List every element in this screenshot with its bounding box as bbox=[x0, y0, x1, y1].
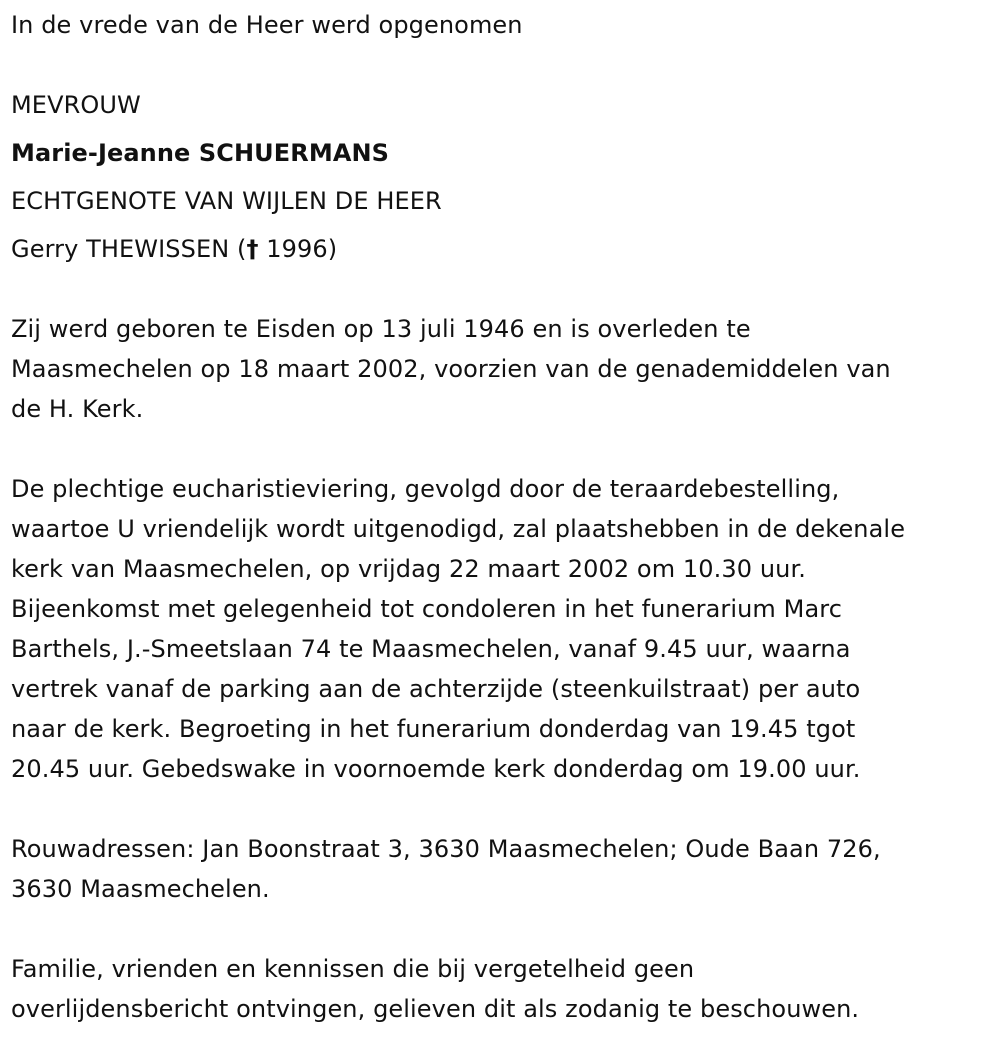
cross-icon: † bbox=[246, 235, 259, 263]
ceremony-line: vertrek vanaf de parking aan de achterzijde (steenkuilstraat) per auto bbox=[11, 675, 861, 703]
ceremony-line: naar de kerk. Begroeting in het funerarium donderdag van 19.45 tgot bbox=[11, 715, 856, 743]
ceremony-line: kerk van Maasmechelen, op vrijdag 22 maart 2002 om 10.30 uur. bbox=[11, 555, 806, 583]
address-line: Rouwadressen: Jan Boonstraat 3, 3630 Maasmechelen; Oude Baan 726, bbox=[11, 835, 881, 863]
ceremony-line: waartoe U vriendelijk wordt uitgenodigd, zal plaatshebben in de dekenale bbox=[11, 515, 906, 543]
closing-line: Familie, vrienden en kennissen die bij vergetelheid geen bbox=[11, 955, 695, 983]
birth-line: de H. Kerk. bbox=[11, 395, 144, 423]
spouse-line bbox=[11, 229, 337, 269]
ceremony-line: Bijeenkomst met gelegenheid tot condoleren in het funerarium Marc bbox=[11, 595, 842, 623]
spouse-year: 1996) bbox=[258, 235, 338, 263]
title-line: MEVROUW bbox=[11, 91, 141, 119]
address-line: 3630 Maasmechelen. bbox=[11, 875, 270, 903]
birth-line: Zij werd geboren te Eisden op 13 juli 1946 en is overleden te bbox=[11, 315, 751, 343]
closing-line: overlijdensbericht ontvingen, gelieven dit als zodanig te beschouwen. bbox=[11, 995, 860, 1023]
spouse-label: ECHTGENOTE VAN WIJLEN DE HEER bbox=[11, 187, 442, 215]
spouse-name: Gerry THEWISSEN ( bbox=[11, 235, 247, 263]
birth-line: Maasmechelen op 18 maart 2002, voorzien van de genademiddelen van bbox=[11, 355, 891, 383]
ceremony-line: De plechtige eucharistieviering, gevolgd door de teraardebestelling, bbox=[11, 475, 840, 503]
ceremony-line: 20.45 uur. Gebedswake in voornoemde kerk donderdag om 19.00 uur. bbox=[11, 755, 861, 783]
deceased-name: Marie-Jeanne SCHUERMANS bbox=[11, 139, 390, 167]
ceremony-line: Barthels, J.-Smeetslaan 74 te Maasmechelen, vanaf 9.45 uur, waarna bbox=[11, 635, 851, 663]
intro-line: In de vrede van de Heer werd opgenomen bbox=[11, 11, 523, 39]
